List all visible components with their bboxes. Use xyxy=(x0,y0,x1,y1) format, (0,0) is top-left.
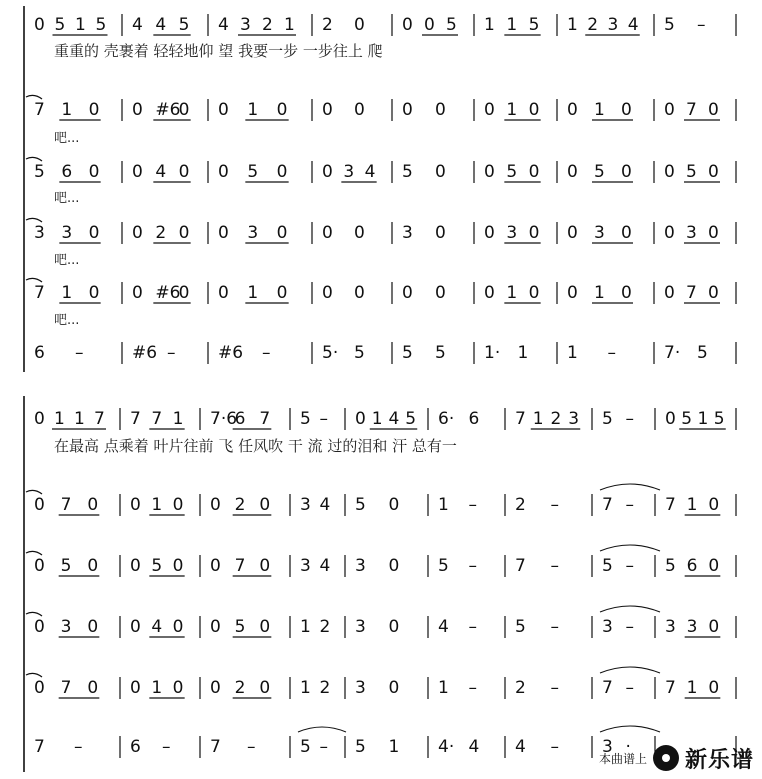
note-symbol: 2 xyxy=(550,409,562,429)
note-symbol: 1 xyxy=(172,409,184,429)
note-symbol: 0 xyxy=(172,617,184,637)
note-symbol: 0 xyxy=(88,283,100,303)
note-symbol: 7 xyxy=(515,556,526,576)
note-symbol: 5 xyxy=(594,162,605,182)
note-symbol: 5 xyxy=(234,617,246,637)
note-symbol: 0 xyxy=(484,283,495,303)
watermark-brand: 新乐谱 xyxy=(684,747,754,773)
note-symbol: · xyxy=(625,737,631,757)
vinyl-logo-icon xyxy=(653,745,679,771)
note-symbol: 5 xyxy=(681,409,693,429)
note-symbol: 1 xyxy=(438,495,449,515)
note-symbol: 3 xyxy=(686,223,697,243)
note-symbol: #6 xyxy=(132,343,158,363)
note-symbol: 3 xyxy=(300,495,311,515)
note-symbol: 0 xyxy=(664,162,675,182)
note-symbol: 0 xyxy=(87,495,99,515)
note-symbol: 1 xyxy=(567,343,578,363)
note-symbol: 0 xyxy=(354,283,365,303)
note-symbol: – xyxy=(550,737,559,757)
note-symbol: – xyxy=(468,617,477,637)
tie-arc xyxy=(600,667,660,673)
note-symbol: – xyxy=(262,343,271,363)
note-symbol: 0 xyxy=(218,162,229,182)
note-symbol: 3 xyxy=(665,617,676,637)
note-symbol: 7 xyxy=(151,409,163,429)
note-symbol: 0 xyxy=(178,162,190,182)
note-symbol: 0 xyxy=(88,162,100,182)
note-symbol: – xyxy=(319,737,328,757)
note-symbol: – xyxy=(625,409,634,429)
note-symbol: – xyxy=(550,678,559,698)
note-symbol: 7 xyxy=(515,409,526,429)
note-symbol: 7 xyxy=(602,495,613,515)
note-symbol: 5 xyxy=(446,15,457,35)
note-symbol: 6 xyxy=(468,409,480,429)
note-symbol: 1 xyxy=(686,678,698,698)
note-symbol: 0 xyxy=(388,617,400,637)
note-symbol: 0 xyxy=(130,617,141,637)
note-symbol: 0 xyxy=(132,162,143,182)
note-symbol: 5 xyxy=(354,343,365,363)
note-symbol: #6 xyxy=(155,100,181,120)
note-symbol: 0 xyxy=(528,283,540,303)
note-symbol: – xyxy=(625,556,634,576)
note-symbol: – xyxy=(468,678,477,698)
note-symbol: 1 xyxy=(517,343,529,363)
note-symbol: 3 xyxy=(34,223,45,243)
note-symbol: 0 xyxy=(664,223,675,243)
note-symbol: 1· xyxy=(484,343,501,363)
note-symbol: 0 xyxy=(435,162,446,182)
note-symbol: 0 xyxy=(87,678,99,698)
note-symbol: – xyxy=(625,495,634,515)
voice-brace xyxy=(26,490,42,494)
note-symbol: 6 xyxy=(130,737,141,757)
lyric-line: 吧... xyxy=(54,313,80,328)
note-symbol: 5 xyxy=(355,495,366,515)
note-symbol: 0 xyxy=(34,15,45,35)
note-symbol: – xyxy=(167,343,176,363)
watermark-caption: 本曲谱上 xyxy=(598,751,647,766)
note-symbol: 1 xyxy=(532,409,544,429)
note-symbol: 0 xyxy=(276,223,288,243)
note-symbol: 1 xyxy=(61,283,73,303)
note-symbol: 0 xyxy=(259,678,271,698)
note-symbol: 5 xyxy=(54,15,66,35)
note-symbol: 0 xyxy=(34,678,45,698)
note-symbol: 0 xyxy=(528,223,540,243)
note-symbol: 0 xyxy=(708,556,720,576)
note-symbol: 1 xyxy=(54,409,65,429)
note-symbol: 3 xyxy=(343,162,355,182)
note-symbol: 7· xyxy=(664,343,681,363)
note-symbol: 5 xyxy=(402,343,413,363)
note-symbol: 5 xyxy=(178,15,190,35)
note-symbol: 0 xyxy=(88,100,100,120)
note-symbol: 3 xyxy=(300,556,311,576)
note-symbol: 1 xyxy=(438,678,449,698)
note-symbol: 1 xyxy=(388,737,400,757)
note-symbol: – xyxy=(625,678,634,698)
note-symbol: 0 xyxy=(388,678,400,698)
note-symbol: 0 xyxy=(87,556,99,576)
note-symbol: 0 xyxy=(172,495,184,515)
voice-brace xyxy=(26,95,42,99)
note-symbol: 7 xyxy=(665,678,676,698)
note-symbol: 5 xyxy=(355,737,366,757)
note-symbol: 0 xyxy=(708,617,720,637)
note-symbol: 7 xyxy=(60,495,72,515)
note-symbol: 4 xyxy=(132,15,143,35)
note-symbol: 1 xyxy=(74,409,85,429)
note-symbol: 1 xyxy=(594,283,605,303)
voice-brace xyxy=(26,551,42,555)
note-symbol: 3 xyxy=(594,223,605,243)
lyric-line: 在最高 点乘着 叶片往前 飞 任风吹 干 流 过的泪和 汗 总有一 xyxy=(54,437,457,455)
note-symbol: 7 xyxy=(60,678,72,698)
note-symbol: 2 xyxy=(319,678,331,698)
note-symbol: 0 xyxy=(567,283,578,303)
note-symbol: 7 xyxy=(34,100,45,120)
note-symbol: 0 xyxy=(621,283,632,303)
note-symbol: 6 xyxy=(686,556,698,576)
note-symbol: 6 xyxy=(61,162,73,182)
note-symbol: 7 xyxy=(665,495,676,515)
note-symbol: 5 xyxy=(506,162,518,182)
note-symbol: 4 xyxy=(627,15,639,35)
note-symbol: – xyxy=(697,15,706,35)
note-symbol: 4 xyxy=(218,15,229,35)
note-symbol: 0 xyxy=(210,678,221,698)
note-symbol: 1 xyxy=(567,15,578,35)
note-symbol: 0 xyxy=(322,162,333,182)
note-symbol: 3 xyxy=(240,15,251,35)
note-symbol: 1 xyxy=(686,495,698,515)
note-symbol: 4 xyxy=(155,162,167,182)
note-symbol: 0 xyxy=(355,409,366,429)
note-symbol: 7 xyxy=(259,409,271,429)
note-symbol: 7 xyxy=(34,283,45,303)
note-symbol: – xyxy=(74,737,83,757)
note-symbol: 5 xyxy=(665,556,676,576)
note-symbol: 0 xyxy=(435,223,446,243)
note-symbol: 1 xyxy=(151,678,163,698)
note-symbol: 4 xyxy=(364,162,376,182)
note-symbol: 3 xyxy=(61,223,73,243)
note-symbol: 0 xyxy=(708,495,720,515)
note-symbol: 0 xyxy=(402,15,413,35)
note-symbol: 4· xyxy=(438,737,455,757)
note-symbol: 7 xyxy=(686,100,697,120)
note-symbol: 2 xyxy=(322,15,333,35)
note-symbol: 0 xyxy=(178,100,190,120)
note-symbol: 0 xyxy=(435,283,446,303)
tie-arc xyxy=(600,726,660,732)
note-symbol: 0 xyxy=(354,15,365,35)
note-symbol: 0 xyxy=(172,678,184,698)
note-symbol: 1 xyxy=(506,15,518,35)
note-symbol: 0 xyxy=(388,495,400,515)
note-symbol: 6 xyxy=(234,409,246,429)
note-symbol: 0 xyxy=(484,162,495,182)
note-symbol: 0 xyxy=(484,100,495,120)
note-symbol: 5 xyxy=(247,162,259,182)
note-symbol: 0 xyxy=(34,495,45,515)
note-symbol: 4 xyxy=(468,737,480,757)
voice-brace xyxy=(26,278,42,282)
note-symbol: 0 xyxy=(276,100,288,120)
voice-brace xyxy=(26,612,42,616)
note-symbol: 2 xyxy=(515,678,526,698)
note-symbol: 7·6 xyxy=(210,409,238,429)
note-symbol: 4 xyxy=(319,495,331,515)
note-symbol: 7 xyxy=(602,678,613,698)
note-symbol: 4 xyxy=(388,409,400,429)
note-symbol: #6 xyxy=(155,283,181,303)
note-symbol: 0 xyxy=(259,617,271,637)
watermark-footer xyxy=(599,743,754,773)
note-symbol: 1 xyxy=(506,100,518,120)
note-symbol: 0 xyxy=(664,100,675,120)
note-symbol: 0 xyxy=(210,617,221,637)
note-symbol: 0 xyxy=(218,100,229,120)
note-symbol: – xyxy=(247,737,256,757)
note-symbol: 2 xyxy=(234,678,246,698)
note-symbol: 0 xyxy=(708,678,720,698)
note-symbol: – xyxy=(550,556,559,576)
note-symbol: – xyxy=(625,617,634,637)
note-symbol: 1 xyxy=(300,678,311,698)
note-symbol: 1 xyxy=(484,15,495,35)
note-symbol: 0 xyxy=(567,100,578,120)
note-symbol: 3 xyxy=(355,678,366,698)
note-symbol: 5 xyxy=(713,409,725,429)
note-symbol: 0 xyxy=(276,162,288,182)
note-symbol: 0 xyxy=(130,556,141,576)
note-symbol: 1 xyxy=(151,495,163,515)
note-symbol: 5 xyxy=(686,162,697,182)
note-symbol: 0 xyxy=(172,556,184,576)
note-symbol: 0 xyxy=(708,162,719,182)
note-symbol: 0 xyxy=(484,223,495,243)
note-symbol: 7 xyxy=(130,409,141,429)
lyric-line: 吧... xyxy=(54,131,80,146)
note-symbol: 5 xyxy=(664,15,675,35)
voice-brace xyxy=(26,673,42,677)
note-symbol: 0 xyxy=(322,100,333,120)
note-symbol: 4 xyxy=(151,617,163,637)
note-symbol: 0 xyxy=(567,223,578,243)
note-symbol: 0 xyxy=(132,100,143,120)
note-symbol: 5 xyxy=(402,162,413,182)
note-symbol: 0 xyxy=(132,283,143,303)
note-symbol: 1 xyxy=(247,283,259,303)
tie-arc xyxy=(600,545,660,551)
note-symbol: 2 xyxy=(234,495,246,515)
note-symbol: 2 xyxy=(515,495,526,515)
note-symbol: 3 xyxy=(506,223,518,243)
note-symbol: 5 xyxy=(438,556,449,576)
note-symbol: 0 xyxy=(354,223,365,243)
note-symbol: 5 xyxy=(151,556,163,576)
tie-arc xyxy=(600,606,660,612)
note-symbol: 0 xyxy=(34,617,45,637)
note-symbol: 0 xyxy=(259,556,271,576)
note-symbol: #6 xyxy=(218,343,244,363)
note-symbol: 0 xyxy=(88,223,100,243)
note-symbol: 1 xyxy=(247,100,259,120)
note-symbol: 3 xyxy=(402,223,413,243)
note-symbol: 3 xyxy=(607,15,619,35)
note-symbol: 0 xyxy=(322,283,333,303)
note-symbol: 0 xyxy=(528,162,540,182)
note-symbol: – xyxy=(162,737,171,757)
note-symbol: 1 xyxy=(75,15,86,35)
note-symbol: 3 xyxy=(602,737,613,757)
note-symbol: 2 xyxy=(155,223,167,243)
note-symbol: – xyxy=(607,343,616,363)
note-symbol: 3 xyxy=(60,617,72,637)
note-symbol: 7 xyxy=(94,409,105,429)
note-symbol: 0 xyxy=(87,617,99,637)
note-symbol: 0 xyxy=(218,283,229,303)
voice-brace xyxy=(26,218,42,222)
score-layer xyxy=(24,6,736,772)
note-symbol: 2 xyxy=(587,15,599,35)
note-symbol: 1 xyxy=(284,15,295,35)
note-symbol: 0 xyxy=(388,556,400,576)
note-symbol: 0 xyxy=(132,223,143,243)
note-symbol: 3 xyxy=(686,617,698,637)
note-symbol: 0 xyxy=(402,100,413,120)
note-symbol: 0 xyxy=(276,283,288,303)
note-symbol: 0 xyxy=(210,556,221,576)
note-symbol: 0 xyxy=(34,409,45,429)
voice-brace xyxy=(26,157,42,161)
note-symbol: 3 xyxy=(355,617,366,637)
note-symbol: 0 xyxy=(402,283,413,303)
note-symbol: 4 xyxy=(438,617,449,637)
note-symbol: 1 xyxy=(506,283,518,303)
note-symbol: 0 xyxy=(708,283,719,303)
note-symbol: 1 xyxy=(594,100,605,120)
note-symbol: 6· xyxy=(438,409,455,429)
note-symbol: 7 xyxy=(686,283,697,303)
tie-arc xyxy=(298,727,346,732)
note-symbol: 0 xyxy=(178,283,190,303)
note-symbol: 3 xyxy=(355,556,366,576)
note-symbol: 5 xyxy=(697,343,708,363)
lyric-line: 吧... xyxy=(54,191,80,206)
tie-arc xyxy=(600,484,660,490)
note-symbol: – xyxy=(468,495,477,515)
note-symbol: 0 xyxy=(621,162,632,182)
note-symbol: 0 xyxy=(567,162,578,182)
note-symbol: 0 xyxy=(210,495,221,515)
note-symbol: 5 xyxy=(300,737,311,757)
note-symbol: 0 xyxy=(665,409,676,429)
note-symbol: 5 xyxy=(95,15,107,35)
note-symbol: 5 xyxy=(602,556,613,576)
note-symbol: 0 xyxy=(218,223,229,243)
note-symbol: 1 xyxy=(697,409,709,429)
note-symbol: 2 xyxy=(262,15,273,35)
note-symbol: 3 xyxy=(602,617,613,637)
note-symbol: 2 xyxy=(319,617,331,637)
note-symbol: 4 xyxy=(155,15,167,35)
note-symbol: 0 xyxy=(621,100,632,120)
note-symbol: 0 xyxy=(708,100,719,120)
note-symbol: – xyxy=(75,343,84,363)
note-symbol: 3 xyxy=(247,223,259,243)
note-symbol: 0 xyxy=(354,100,365,120)
note-symbol: 0 xyxy=(424,15,435,35)
note-symbol: 5 xyxy=(602,409,613,429)
lyric-line: 重重的 壳裹着 轻轻地仰 望 我要一步 一步往上 爬 xyxy=(54,42,383,60)
note-symbol: 7 xyxy=(210,737,221,757)
note-symbol: 5 xyxy=(300,409,311,429)
note-symbol: 7 xyxy=(234,556,246,576)
note-symbol: 1 xyxy=(371,409,383,429)
note-symbol: 6 xyxy=(34,343,45,363)
note-symbol: 5 xyxy=(515,617,526,637)
note-symbol: – xyxy=(550,495,559,515)
note-symbol: 0 xyxy=(621,223,632,243)
note-symbol: 5· xyxy=(322,343,339,363)
note-symbol: 5 xyxy=(528,15,540,35)
note-symbol: 4 xyxy=(515,737,526,757)
lyric-line: 吧... xyxy=(54,253,80,268)
note-symbol: 0 xyxy=(259,495,271,515)
note-symbol: – xyxy=(468,556,477,576)
note-symbol: 5 xyxy=(34,162,45,182)
note-symbol: – xyxy=(319,409,328,429)
note-symbol: 0 xyxy=(528,100,540,120)
note-symbol: 5 xyxy=(405,409,417,429)
note-symbol: 0 xyxy=(435,100,446,120)
note-symbol: 0 xyxy=(708,223,719,243)
note-symbol: 7 xyxy=(34,737,45,757)
note-symbol: 5 xyxy=(435,343,446,363)
note-symbol: 0 xyxy=(130,678,141,698)
note-symbol: 4 xyxy=(319,556,331,576)
note-symbol: 0 xyxy=(34,556,45,576)
note-symbol: 1 xyxy=(300,617,311,637)
note-symbol: 0 xyxy=(664,283,675,303)
note-symbol: 0 xyxy=(322,223,333,243)
note-symbol: 0 xyxy=(130,495,141,515)
note-symbol: 1 xyxy=(61,100,73,120)
note-symbol: – xyxy=(550,617,559,637)
note-symbol: 5 xyxy=(60,556,72,576)
note-symbol: 3 xyxy=(568,409,580,429)
note-symbol: 0 xyxy=(178,223,190,243)
